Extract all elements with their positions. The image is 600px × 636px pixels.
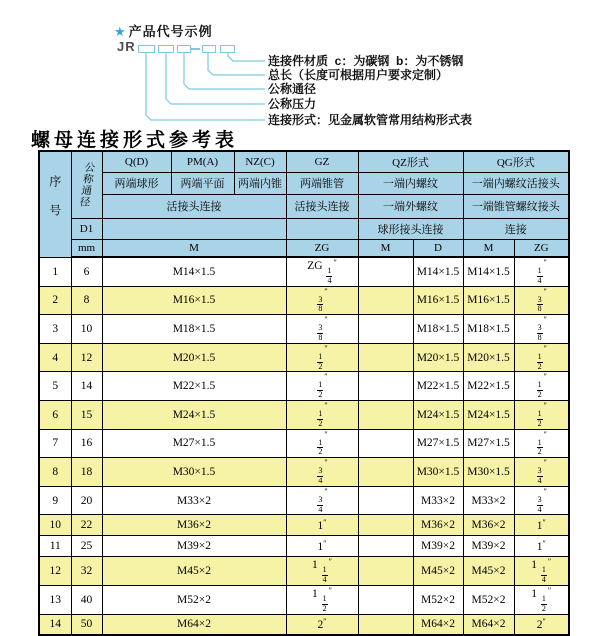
cell-qg_zg [514, 257, 569, 286]
header-pm: PM(A) [171, 151, 234, 172]
header-qg: QG形式 [463, 151, 569, 172]
stacked-fraction: $\frac{1}{2}$ [318, 408, 323, 428]
stacked-fraction: $\frac{3}{8}$ [537, 323, 542, 342]
inch-mark: ″ [543, 258, 547, 267]
inch-mark: ″ [323, 617, 327, 627]
code-prefix: JR [117, 39, 136, 54]
cell-qg_m: M20×1.5 [463, 343, 514, 372]
cell-qz_d: M22×1.5 [413, 372, 463, 401]
inch-mark: ″ [543, 429, 547, 439]
cell-qz_d: M64×2 [413, 614, 463, 635]
header-gz: GZ [286, 151, 358, 172]
cell-gz: 1″ [286, 536, 358, 557]
cell-mm: 16 [71, 429, 102, 458]
cell-qg_zg [514, 429, 569, 458]
cell-qg_m: M14×1.5 [463, 257, 514, 286]
cell-no: 4 [39, 343, 71, 372]
header-q: Q(D) [102, 151, 171, 172]
cell-gz [286, 458, 358, 487]
cell-qz_m [358, 458, 413, 487]
cell-mm: 50 [71, 614, 102, 635]
cell-qg_zg [514, 400, 569, 429]
connector-line-form [146, 53, 265, 120]
cell-gz [286, 343, 358, 372]
cell-no: 11 [39, 536, 71, 557]
cell-no: 13 [39, 585, 71, 614]
inch-mark: ″ [333, 258, 337, 267]
cell-gz: ZG $\frac{1}{4}$ ″ [286, 257, 358, 286]
inch-mark: ″ [547, 557, 552, 567]
cell-mm: 6 [71, 257, 102, 286]
inch-mark: ″ [543, 486, 547, 496]
stacked-fraction: $\frac{1}{2}$ [537, 437, 542, 457]
cell-qz_d: M24×1.5 [413, 400, 463, 429]
cell-m: M24×1.5 [102, 400, 286, 429]
header-gz-sub: 两端锥管 [286, 172, 358, 194]
cell-qz_m [358, 372, 413, 401]
cell-qg_m: M52×2 [463, 585, 514, 614]
cell-qz_m [358, 400, 413, 429]
inch-mark: ″ [543, 400, 547, 410]
cell-no: 5 [39, 372, 71, 401]
header-qz-sub2: 一端外螺纹 [358, 194, 463, 218]
stacked-fraction: $\frac{1}{2}$ [318, 380, 323, 400]
cell-no: 1 [39, 257, 71, 286]
header-zg: ZG [286, 239, 358, 257]
cell-m: M18×1.5 [102, 315, 286, 344]
inch-mark: ″ [328, 585, 332, 595]
cell-qz_d: M45×2 [413, 557, 463, 586]
cell-m: M22×1.5 [102, 372, 286, 401]
cell-no: 12 [39, 557, 71, 586]
cell-qg_m: M30×1.5 [463, 458, 514, 487]
inch-mark: ″ [543, 315, 547, 325]
stacked-fraction: $\frac{3}{8}$ [318, 294, 323, 314]
stacked-fraction: $\frac{3}{4}$ [537, 466, 542, 485]
header-dn: 公称通径 [71, 151, 102, 218]
cell-qz_d: M39×2 [413, 536, 463, 557]
cell-m: M39×2 [102, 536, 286, 557]
cell-m: M14×1.5 [102, 257, 286, 286]
cell-mm: 15 [71, 400, 102, 429]
cell-qg_m: M16×1.5 [463, 286, 514, 315]
table-row [39, 458, 569, 487]
cell-m: M27×1.5 [102, 429, 286, 458]
cell-qg_zg: 1″ [514, 515, 569, 536]
cell-mm: 25 [71, 536, 102, 557]
header-seq: 序号 [39, 151, 71, 257]
table-row [39, 614, 569, 635]
diagram-label-form: 连接形式：见金属软管常用结构形式表 [268, 113, 473, 127]
inch-mark: ″ [324, 458, 328, 468]
inch-mark: ″ [324, 486, 328, 496]
table-header [39, 151, 569, 257]
cell-qz_m [358, 286, 413, 315]
cell-gz: 1″ [286, 515, 358, 536]
cell-qg_zg [514, 286, 569, 315]
header-qz: QZ形式 [358, 151, 463, 172]
header-qg-sub2: 一端锥管螺纹接头 [463, 194, 569, 218]
inch-mark: ″ [542, 539, 546, 549]
stacked-fraction: $\frac{3}{4}$ [318, 494, 323, 514]
cell-mm: 20 [71, 486, 102, 515]
cell-no: 8 [39, 458, 71, 487]
cell-gz: 1 $\frac{1}{4}$ ″ [286, 557, 358, 586]
cell-qg_zg [514, 343, 569, 372]
inch-mark: ″ [324, 286, 328, 296]
cell-gz [286, 486, 358, 515]
stacked-fraction: $\frac{1}{2}$ [322, 593, 327, 613]
diagram-label-material: 连接件材质 c：为碳钢 b：为不锈钢 [268, 54, 464, 68]
cell-no: 7 [39, 429, 71, 458]
header-qg-m: M [463, 239, 514, 257]
stacked-fraction: $\frac{1}{2}$ [537, 351, 542, 371]
cell-qg_zg [514, 372, 569, 401]
stacked-fraction: $\frac{1}{4}$ [537, 266, 542, 285]
cell-qg_zg: 1″ [514, 536, 569, 557]
cell-qz_d: M27×1.5 [413, 429, 463, 458]
cell-mm: 40 [71, 585, 102, 614]
header-mm-unit: mm [71, 239, 102, 257]
cell-qg_zg [514, 315, 569, 344]
stacked-fraction: $\frac{3}{8}$ [318, 323, 323, 342]
header-nz: NZ(C) [234, 151, 286, 172]
cell-qg_m: M45×2 [463, 557, 514, 586]
inch-mark: ″ [324, 343, 328, 353]
cell-no: 6 [39, 400, 71, 429]
inch-mark: ″ [542, 617, 546, 627]
cell-qg_m: M18×1.5 [463, 315, 514, 344]
stacked-fraction: $\frac{1}{2}$ [318, 437, 323, 457]
header-qz-m: M [358, 239, 413, 257]
cell-m: M33×2 [102, 486, 286, 515]
table-row [39, 585, 569, 614]
table-row [39, 372, 569, 401]
diagram-label-length: 总长（长度可根据用户要求定制） [268, 68, 449, 82]
cell-gz: 1 $\frac{1}{2}$ ″ [286, 585, 358, 614]
cell-qz_d: M18×1.5 [413, 315, 463, 344]
cell-qz_m [358, 257, 413, 286]
diagram-label-dn: 公称通径 [268, 82, 317, 96]
cell-m: M45×2 [102, 557, 286, 586]
nut-connection-table [38, 150, 570, 636]
cell-mm: 14 [71, 372, 102, 401]
cell-qz_d: M14×1.5 [413, 257, 463, 286]
cell-gz [286, 429, 358, 458]
inch-mark: ″ [543, 458, 547, 468]
cell-mm: 8 [71, 286, 102, 315]
table-row [39, 343, 569, 372]
cell-m: M16×1.5 [102, 286, 286, 315]
cell-qg_zg [514, 458, 569, 487]
inch-mark: ″ [328, 557, 332, 567]
cell-qg_m: M27×1.5 [463, 429, 514, 458]
cell-qz_m [358, 486, 413, 515]
header-empty-2 [286, 218, 358, 239]
connector-line-material [228, 53, 265, 61]
cell-m: M30×1.5 [102, 458, 286, 487]
cell-qg_m: M64×2 [463, 614, 514, 635]
stacked-fraction: $\frac{1}{2}$ [318, 351, 323, 371]
table-row [39, 257, 569, 286]
cell-mm: 10 [71, 315, 102, 344]
table-row [39, 486, 569, 515]
cell-m: M52×2 [102, 585, 286, 614]
cell-qz_d: M36×2 [413, 515, 463, 536]
cell-qz_m [358, 315, 413, 344]
inch-mark: ″ [547, 585, 552, 595]
connector-line-length [208, 53, 265, 75]
cell-mm: 32 [71, 557, 102, 586]
cell-qz_m [358, 515, 413, 536]
cell-qz_m [358, 429, 413, 458]
header-q-sub: 两端球形 [102, 172, 171, 194]
stacked-fraction: $\frac{1}{4}$ [541, 565, 546, 585]
stacked-fraction: $\frac{1}{2}$ [537, 408, 542, 428]
stacked-fraction: $\frac{1}{2}$ [541, 593, 546, 613]
stacked-fraction: $\frac{3}{4}$ [537, 494, 542, 514]
inch-mark: ″ [324, 429, 328, 439]
table-row [39, 429, 569, 458]
cell-qz_m [358, 557, 413, 586]
header-qz-sub1: 一端内螺纹 [358, 172, 463, 194]
cell-qz_m [358, 343, 413, 372]
inch-mark: ″ [543, 343, 547, 353]
cell-qg_zg: 1 $\frac{1}{4}$ ″ [514, 557, 569, 586]
cell-qg_m: M33×2 [463, 486, 514, 515]
diagram-label-pn: 公称压力 [268, 97, 317, 111]
cell-no: 2 [39, 286, 71, 315]
header-m: M [102, 239, 286, 257]
cell-qz_d: M16×1.5 [413, 286, 463, 315]
cell-qg_zg: 1 $\frac{1}{2}$ ″ [514, 585, 569, 614]
cell-mm: 12 [71, 343, 102, 372]
cell-gz [286, 286, 358, 315]
header-empty-1 [102, 218, 286, 239]
table-row [39, 536, 569, 557]
inch-mark: ″ [542, 518, 546, 528]
table-row [39, 286, 569, 315]
header-qz-d: D [413, 239, 463, 257]
cell-qz_m [358, 585, 413, 614]
cell-qg_m: M24×1.5 [463, 400, 514, 429]
header-qg-zg: ZG [514, 239, 569, 257]
cell-qg_m: M36×2 [463, 515, 514, 536]
cell-qz_d: M30×1.5 [413, 458, 463, 487]
cell-gz [286, 372, 358, 401]
cell-qz_m [358, 614, 413, 635]
cell-m: M64×2 [102, 614, 286, 635]
cell-qg_zg [514, 486, 569, 515]
cell-m: M36×2 [102, 515, 286, 536]
cell-mm: 22 [71, 515, 102, 536]
inch-mark: ″ [324, 372, 328, 382]
table-row [39, 315, 569, 344]
table-row [39, 515, 569, 536]
inch-mark: ″ [323, 539, 327, 549]
connector-line-dn [184, 53, 265, 89]
inch-mark: ″ [324, 315, 328, 325]
inch-mark: ″ [543, 286, 547, 296]
header-qg-conn: 连接 [463, 218, 569, 239]
cell-no: 9 [39, 486, 71, 515]
cell-qz_d: M52×2 [413, 585, 463, 614]
cell-qg_m: M39×2 [463, 536, 514, 557]
product-code-heading-text: 产品代号示例 [128, 24, 213, 39]
header-qg-sub1: 一端内螺纹活接头 [463, 172, 569, 194]
stacked-fraction: $\frac{1}{2}$ [537, 380, 542, 400]
cell-qg_zg: 2″ [514, 614, 569, 635]
stacked-fraction: $\frac{1}{4}$ [327, 266, 332, 285]
cell-gz [286, 315, 358, 344]
cell-m: M20×1.5 [102, 343, 286, 372]
header-gz-conn: 活接头连接 [286, 194, 358, 218]
cell-gz [286, 400, 358, 429]
header-nz-sub: 两端内锥 [234, 172, 286, 194]
cell-qz_m [358, 536, 413, 557]
stacked-fraction: $\frac{3}{4}$ [318, 466, 323, 485]
cell-qg_m: M22×1.5 [463, 372, 514, 401]
cell-no: 14 [39, 614, 71, 635]
table-row [39, 557, 569, 586]
table-title: 螺母连接形式参考表 [31, 129, 239, 151]
inch-mark: ″ [324, 400, 328, 410]
stacked-fraction: $\frac{3}{8}$ [537, 294, 542, 314]
cell-qz_d: M20×1.5 [413, 343, 463, 372]
cell-qz_d: M33×2 [413, 486, 463, 515]
cell-gz: 2″ [286, 614, 358, 635]
header-qz-conn: 球形接头连接 [358, 218, 463, 239]
cell-no: 10 [39, 515, 71, 536]
inch-mark: ″ [323, 518, 327, 528]
stacked-fraction: $\frac{1}{4}$ [322, 565, 327, 585]
header-d1: D1 [71, 218, 102, 239]
table-row [39, 400, 569, 429]
cell-no: 3 [39, 315, 71, 344]
star-icon: ★ [114, 24, 127, 39]
header-union-conn: 活接头连接 [102, 194, 286, 218]
table-body [39, 257, 569, 635]
header-pm-sub: 两端平面 [171, 172, 234, 194]
cell-mm: 18 [71, 458, 102, 487]
inch-mark: ″ [543, 372, 547, 382]
